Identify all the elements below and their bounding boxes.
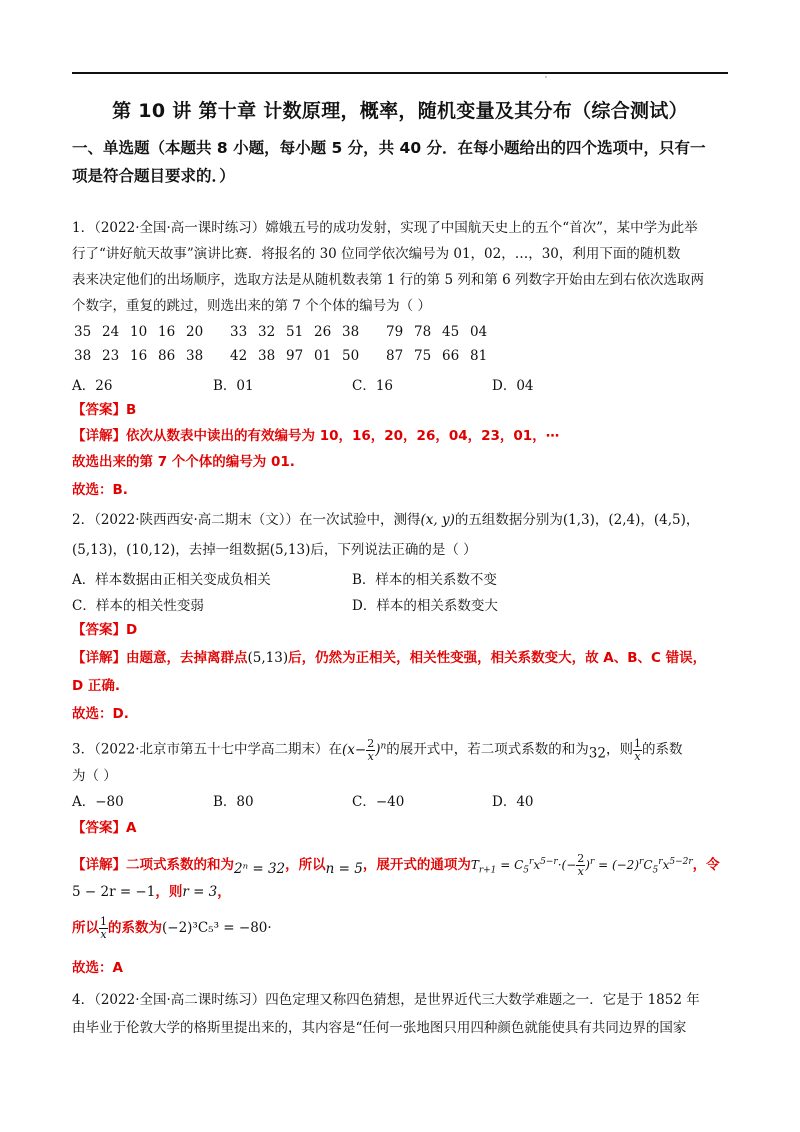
q1-detail-line1: 【详解】依次从数表中读出的有效编号为 10，16，20，26，04，23，01，⋯ [72,428,560,444]
page-title: 第 10 讲 第十章 计数原理，概率，随机变量及其分布（综合测试） [112,100,688,122]
q3-detail2-c: ， [217,884,231,900]
fraction-1-over-x: $\frac{1}{x}$ [633,736,641,763]
q1-text-line4: 个数字，重复的跳过，则选出来的第 7 个个体的编号为（ ） [72,298,431,314]
q3-option-a: A．−80 [72,794,124,810]
q3-text-b: 的展开式中，若二项式系数的和为 [386,741,589,758]
random-number: 20 [186,324,204,340]
random-number: 42 [230,348,248,364]
q2-option-a: A．样本数据由正相关变成负相关 [72,572,271,588]
random-number: 10 [130,324,148,340]
q2-text-line2-a: (5,13)，(10,12)，去掉一组数据 [72,542,270,558]
q2-answer: 【答案】D [72,622,138,638]
section-heading-line1: 一、单选题（本题共 8 小题，每小题 5 分，共 40 分．在每小题给出的四个选项中，只有一 [72,139,706,157]
q3-detail-d: ，令 [692,857,720,873]
q3-answer: 【答案】A [72,820,137,836]
random-number: 50 [342,348,360,364]
q3-detail-line3: 所以 $\frac{1}{x}$ 的系数为(−2)³C₅³ = −80· [72,915,272,941]
random-number: 86 [158,348,176,364]
q3-detail-c: ，展开式的通项为 [362,857,471,873]
q2-text-line2 [72,540,728,560]
q2-detail-line1 [72,648,728,668]
q3-option-c: C．−40 [352,794,405,810]
q2-option-b: B．样本的相关系数不变 [352,572,497,588]
q1-option-d: D．04 [492,378,534,394]
q3-detail3-a: 所以 [72,920,99,936]
q2-points: (1,3)，(2,4)，(4,5)， [562,512,700,528]
random-number: 26 [314,324,332,340]
random-number: 38 [342,324,360,340]
q1-text-line1: 1．（2022·全国·高一课时练习）嫦娥五号的成功发射，实现了中国航天史上的五个“首次”，某中学为此举 [72,220,698,236]
q2-text-line1 [72,510,728,530]
fraction-1-over-x: $\frac{1}{x}$ [100,915,107,941]
q3-text-line2: 为（ ） [72,768,117,784]
q4-text-line1: 4．（2022·全国·高二课时练习）四色定理又称四色猜想，是世界近代三大数学难题之一．它是于 1852 年 [72,992,700,1008]
q2-text-line1-a: 2．（2022·陕西西安·高二期末（文））在一次试验中，测得 [72,512,421,528]
random-number: 75 [414,348,432,364]
random-number: 79 [386,324,404,340]
fraction-2-over-x: $\frac{2}{x}$ [367,736,375,763]
q3-eq-sum: 2ⁿ = 32 [234,861,286,877]
q4-text-line2: 由毕业于伦敦大学的格斯里提出来的，其内容是“任何一张地图只用四种颜色就能使具有共同边界的国家 [72,1020,687,1036]
q2-option-d: D．样本的相关系数变大 [352,598,498,614]
top-rule [72,72,728,74]
q2-detail-line2: D 正确. [72,678,121,694]
q1-text-line2: 行了“讲好航天故事”演讲比赛．将报名的 30 位同学依次编号为 01，02，…，30，利用下面的随机数 [72,246,681,262]
random-number: 33 [230,324,248,340]
q3-detail-b: ，所以 [285,857,326,873]
random-number: 32 [258,324,276,340]
q2-point: (5,13) [269,542,311,558]
q3-general-term: $T_{r+1} = C_5^rx^{5-r}\cdot(-$ $\frac{2}{x}$ )$^r = (-2)^rC_5^rx^{5-2r}$ [470,852,693,878]
q1-answer: 【答案】B [72,402,137,418]
q3-conclusion: 故选：A [72,960,123,976]
random-number: 35 [74,324,92,340]
random-number: 38 [186,348,204,364]
q2-detail-a: 【详解】由题意，去掉离群点 [72,650,248,666]
random-number: 66 [442,348,460,364]
q3-option-d: D．40 [492,794,534,810]
q2-text-line2-b: 后，下列说法正确的是（ ） [310,542,477,558]
section-heading [72,134,728,190]
q3-text-c: ，则 [605,741,633,758]
random-number: 87 [386,348,404,364]
section-heading-line2: 项是符合题目要求的．） [72,167,235,185]
q3-detail-a: 【详解】二项式系数的和为 [72,857,234,873]
q1-conclusion: 故选：B. [72,482,128,498]
random-number: 24 [102,324,120,340]
q3-eq-n: n = 5 [325,861,363,877]
q1-detail-line2: 故选出来的第 7 个个体的编号为 01. [72,454,295,470]
q3-binomial: (x− $\frac{2}{x}$ )$^n$ [342,736,387,763]
random-number: 78 [414,324,432,340]
q2-detail-point: (5,13) [247,650,289,666]
q1-option-a: A．26 [72,378,113,394]
q2-detail-b: 后，仍然为正相关，相关性变强，相关系数变大，故 A、B、C 错误， [288,650,707,666]
q3-detail-line2 [72,882,728,902]
q3-text-a: 3．（2022·北京市第五十七中学高二期末）在 [72,741,342,758]
random-number: 16 [158,324,176,340]
q3-detail2-b: ，则 [155,884,183,900]
q3-detail-line1 [72,852,728,880]
random-number: 38 [74,348,92,364]
q1-option-b: B．01 [213,378,254,394]
q3-result: (−2)³C₅³ = −80 [162,920,268,936]
q3-text-d: 的系数 [641,741,683,758]
header-dot [545,76,547,78]
q2-xy: (x, y) [420,512,455,528]
random-number: 38 [258,348,276,364]
q3-eq-r3: r = 3 [182,884,218,900]
q3-text-line1 [72,736,728,764]
random-number: 45 [442,324,460,340]
q2-conclusion: 故选：D. [72,706,129,722]
q2-option-c: C．样本的相关性变弱 [72,598,204,614]
random-number: 51 [286,324,304,340]
random-number: 01 [314,348,332,364]
random-number: 81 [470,348,488,364]
q1-option-c: C．16 [352,378,394,394]
random-number: 16 [130,348,148,364]
q2-text-line1-b: 的五组数据分别为 [454,512,563,528]
q3-sum: 32 [588,745,606,762]
q3-detail3-b: 的系数为 [108,920,162,936]
random-number: 04 [470,324,488,340]
q1-text-line3: 表来决定他们的出场顺序，选取方法是从随机数表第 1 行的第 5 列和第 6 列数字开始由左到右依次选取两 [72,272,705,288]
random-number: 23 [102,348,120,364]
q3-option-b: B．80 [213,794,254,810]
q3-eq-r: 5 − 2r = −1 [72,884,156,900]
random-number: 97 [286,348,304,364]
